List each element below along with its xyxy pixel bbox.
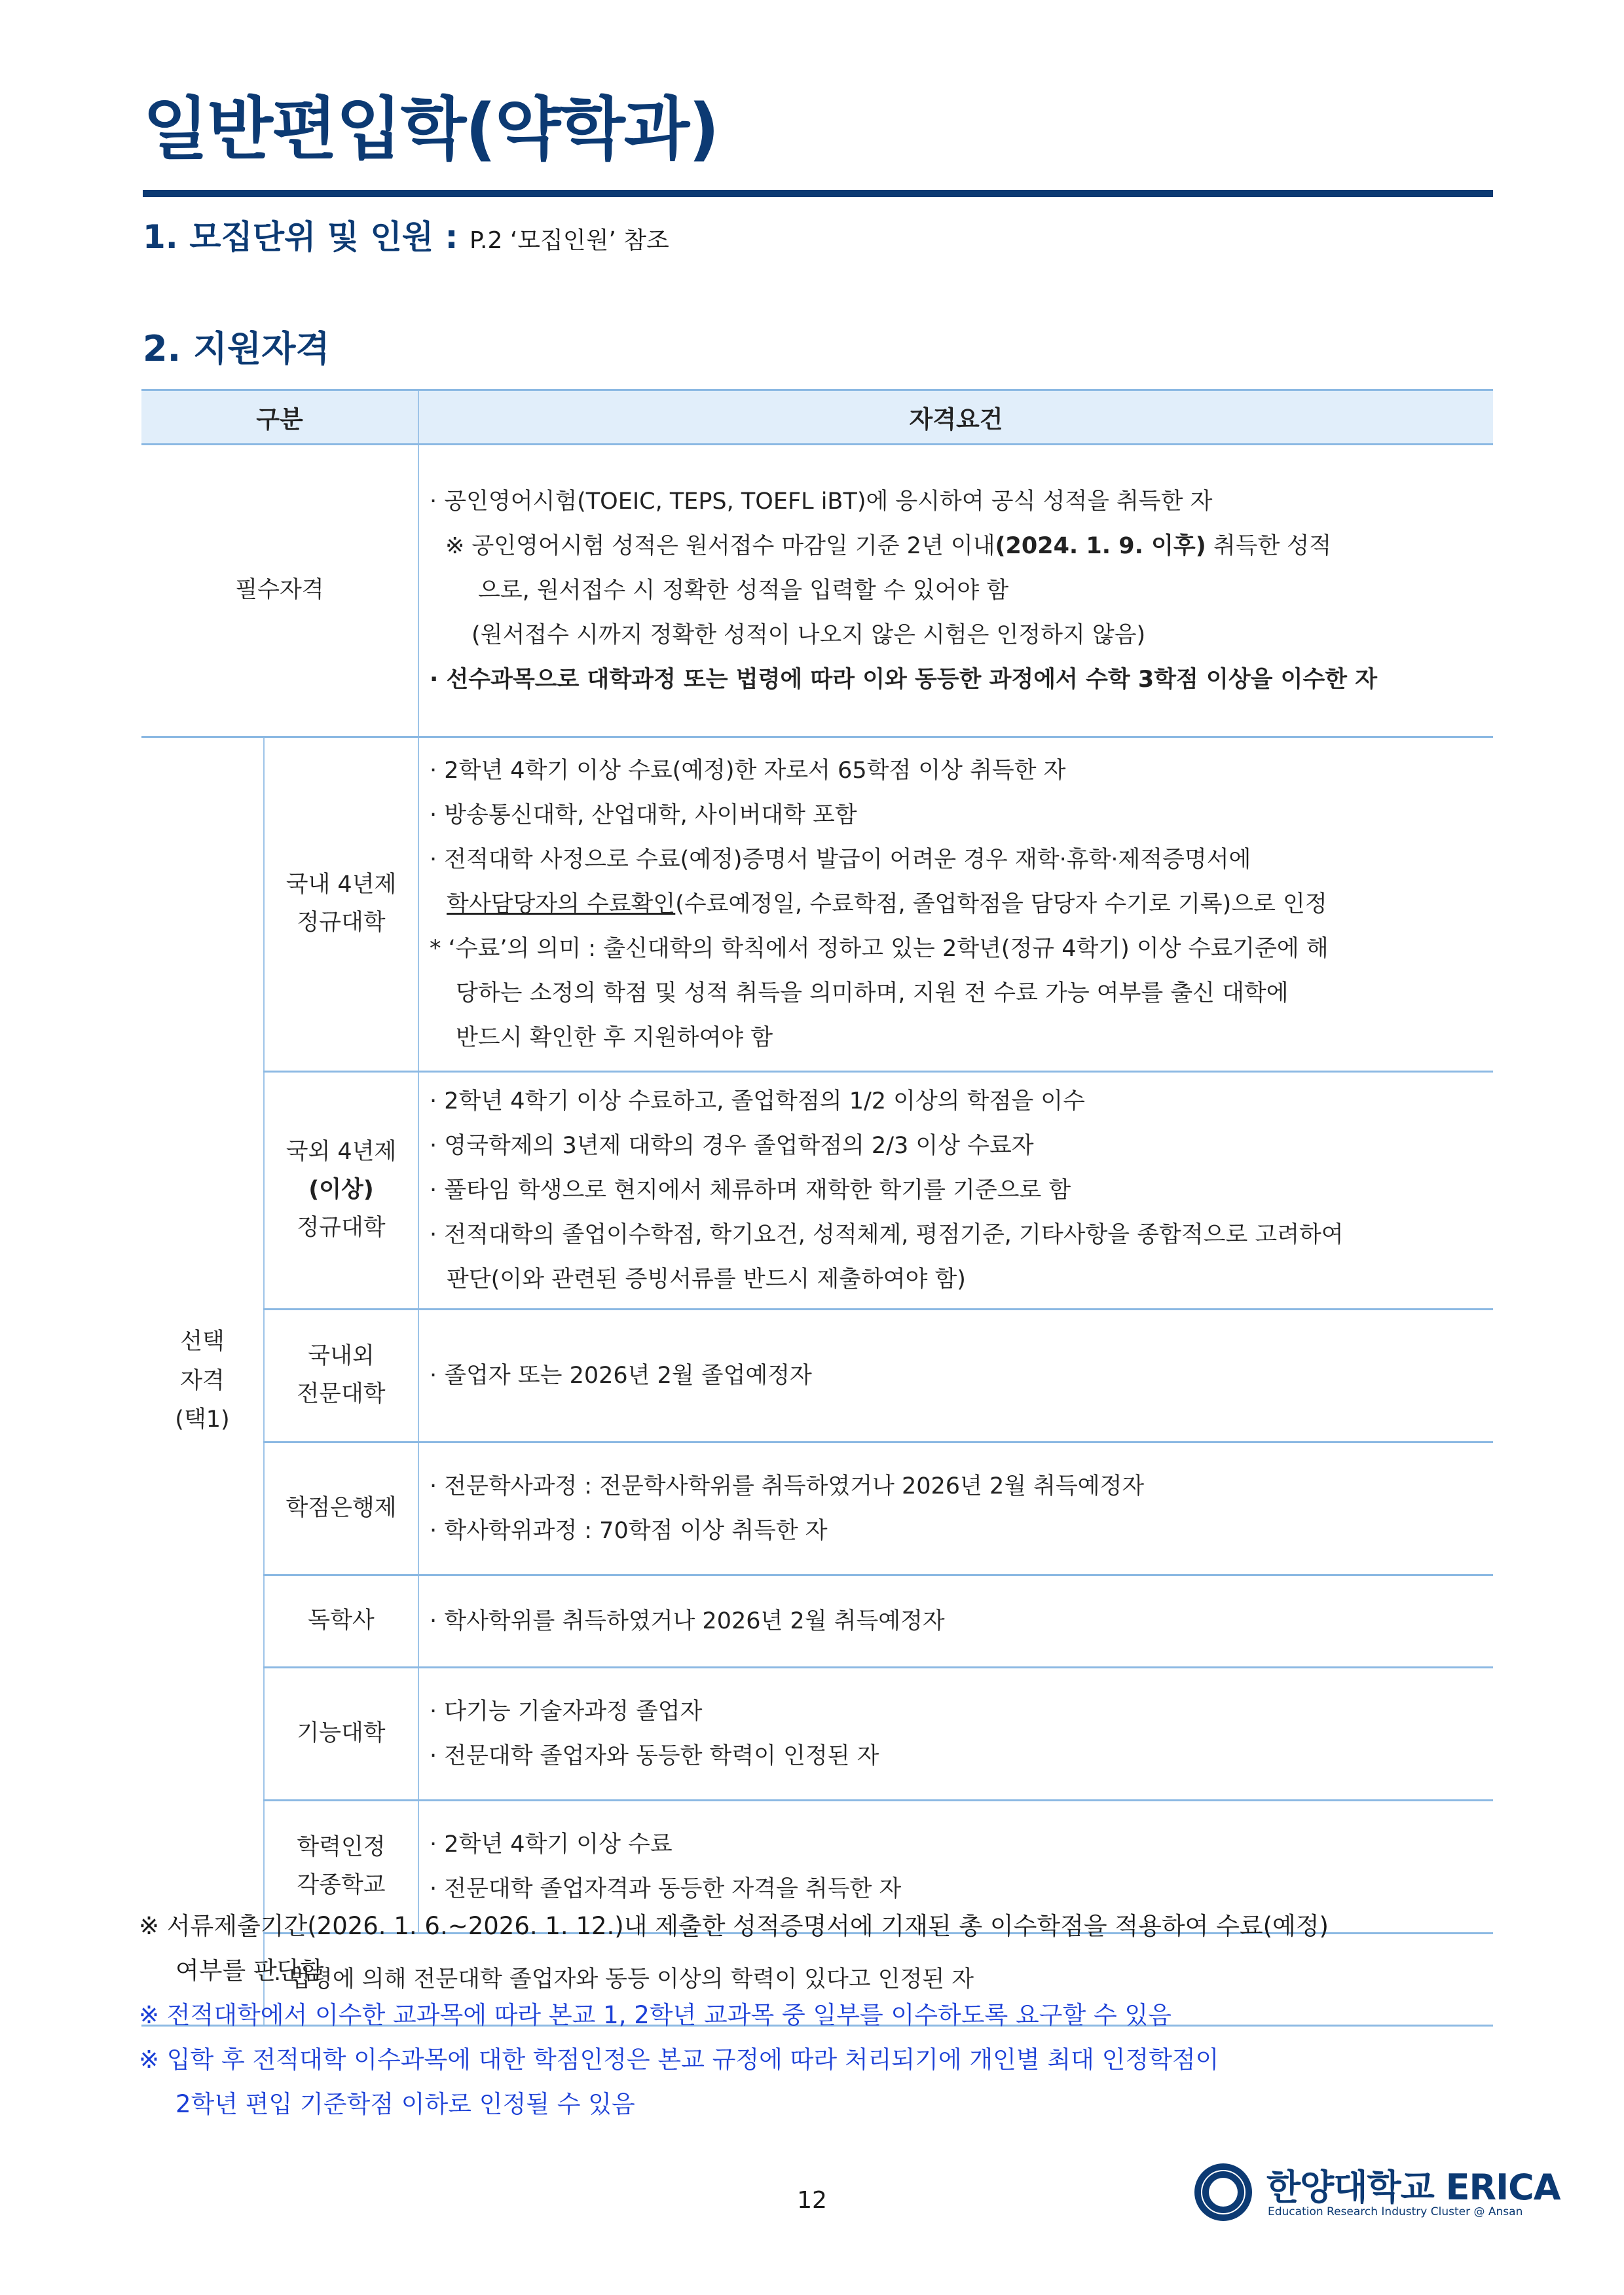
domestic-line bbox=[430, 882, 1485, 927]
foreign-line: · 영국학제의 3년제 대학의 경우 졸업학점의 2/3 이상 수료자 bbox=[430, 1133, 1034, 1159]
table-row-junior-college bbox=[141, 1310, 1493, 1442]
label-line: 전문대학 bbox=[297, 1381, 386, 1407]
table-row-domestic bbox=[141, 737, 1493, 1072]
school-line: · 2학년 4학기 이상 수료 bbox=[430, 1831, 673, 1858]
label-line: (이상) bbox=[308, 1177, 374, 1203]
junior-body bbox=[418, 1310, 1493, 1442]
label-line: 기능대학 bbox=[297, 1720, 386, 1747]
table-row-dokhaksa bbox=[141, 1575, 1493, 1668]
label-line: 정규대학 bbox=[297, 909, 386, 936]
junior-label bbox=[264, 1310, 418, 1442]
label-line: 독학사 bbox=[308, 1607, 375, 1634]
section2-heading: 2. 지원자격 bbox=[143, 328, 330, 369]
label-line: 국외 4년제 bbox=[286, 1139, 397, 1166]
note-line: ※ 입학 후 전적대학 이수과목에 대한 학점인정은 본교 규정에 따라 처리되기에 개인별 최대 인정학점이 bbox=[139, 2046, 1219, 2074]
university-tagline: Education Research Industry Cluster @ Ansan bbox=[1268, 2205, 1523, 2218]
school-line: · 전문대학 졸업자격과 동등한 자격을 취득한 자 bbox=[430, 1876, 902, 1902]
note-line: 2학년 편입 기준학점 이하로 인정될 수 있음 bbox=[175, 2090, 635, 2118]
essential-line: (원서접수 시까지 정확한 성적이 나오지 않은 시험은 인정하지 않음) bbox=[471, 622, 1146, 648]
notes bbox=[139, 1904, 1494, 2127]
domestic-body bbox=[418, 737, 1493, 1072]
university-logo bbox=[1193, 2158, 1560, 2230]
table-row-foreign bbox=[141, 1072, 1493, 1310]
table-row-polytechnic bbox=[141, 1668, 1493, 1801]
header-category: 구분 bbox=[141, 390, 418, 445]
optional-label-line: 자격 bbox=[180, 1367, 225, 1394]
underlined-text: 학사담당자의 수료확인 bbox=[447, 891, 676, 917]
essential-text: 취득한 성적 bbox=[1206, 533, 1332, 559]
page-title: 일반편입학(약학과) bbox=[143, 89, 718, 169]
label-line: 각종학교 bbox=[297, 1872, 386, 1898]
table-header-row bbox=[141, 390, 1493, 445]
table-row-essential bbox=[141, 445, 1493, 737]
page-number: 12 bbox=[797, 2187, 827, 2214]
foreign-line: · 전적대학의 졸업이수학점, 학기요건, 성적체계, 평점기준, 기타사항을 종합적으로 고려하여 bbox=[430, 1222, 1344, 1248]
bank-line: · 학사학위과정 : 70학점 이상 취득한 자 bbox=[430, 1518, 828, 1544]
essential-line bbox=[430, 524, 1485, 568]
university-seal-icon bbox=[1193, 2162, 1253, 2222]
essential-text: ※ 공인영어시험 성적은 원서접수 마감일 기준 2년 이내 bbox=[445, 533, 995, 559]
section1-heading bbox=[143, 211, 669, 258]
bank-label bbox=[264, 1442, 418, 1575]
essential-label: 필수자격 bbox=[141, 445, 418, 737]
junior-line: · 졸업자 또는 2026년 2월 졸업예정자 bbox=[430, 1363, 812, 1389]
table-row-credit-bank bbox=[141, 1442, 1493, 1575]
domestic-label bbox=[264, 737, 418, 1072]
essential-line: · 공인영어시험(TOEIC, TEPS, TOEFL iBT)에 응시하여 공식 성적을 취득한 자 bbox=[430, 488, 1213, 515]
eligibility-table bbox=[141, 389, 1493, 2027]
label-line: 학점은행제 bbox=[286, 1495, 397, 1522]
dokhaksa-label bbox=[264, 1575, 418, 1668]
skill-label bbox=[264, 1668, 418, 1801]
domestic-line: · 2학년 4학기 이상 수료(예정)한 자로서 65학점 이상 취득한 자 bbox=[430, 758, 1066, 784]
foreign-label bbox=[264, 1072, 418, 1310]
note-line: 여부를 판단함 bbox=[175, 1956, 324, 1985]
skill-body bbox=[418, 1668, 1493, 1801]
label-line: 국내 4년제 bbox=[286, 872, 397, 898]
law-line: · 법령에 의해 전문대학 졸업자와 동등 이상의 학력이 있다고 인정된 자 bbox=[274, 1966, 974, 1992]
university-name: 한양대학교 ERICA bbox=[1266, 2167, 1560, 2208]
essential-line: 으로, 원서접수 시 정확한 성적을 입력할 수 있어야 함 bbox=[478, 578, 1009, 604]
label-line: 학력인정 bbox=[297, 1834, 386, 1861]
foreign-line: · 풀타임 학생으로 현지에서 체류하며 재학한 학기를 기준으로 함 bbox=[430, 1177, 1071, 1203]
label-line: 국내외 bbox=[308, 1343, 375, 1370]
foreign-line: 판단(이와 관련된 증빙서류를 반드시 제출하여야 함) bbox=[447, 1266, 966, 1293]
domestic-line: 당하는 소정의 학점 및 성적 취득을 의미하며, 지원 전 수료 가능 여부를 출신 대학에 bbox=[456, 980, 1289, 1006]
note-line: ※ 전적대학에서 이수한 교과목에 따라 본교 1, 2학년 교과목 중 일부를 이수하도록 요구할 수 있음 bbox=[139, 2001, 1172, 2029]
optional-label-line: 선택 bbox=[180, 1329, 225, 1355]
bank-body bbox=[418, 1442, 1493, 1575]
optional-label bbox=[141, 737, 264, 2026]
domestic-line: * ‘수료’의 의미 : 출신대학의 학칙에서 정하고 있는 2학년(정규 4학기) 이상 수료기준에 해 bbox=[430, 936, 1329, 962]
section1-reference: P.2 ‘모집인원’ 참조 bbox=[469, 227, 669, 254]
header-requirements: 자격요건 bbox=[418, 390, 1493, 445]
optional-label-line: (택1) bbox=[175, 1406, 230, 1433]
domestic-line: · 방송통신대학, 산업대학, 사이버대학 포함 bbox=[430, 802, 857, 828]
foreign-line: · 2학년 4학기 이상 수료하고, 졸업학점의 1/2 이상의 학점을 이수 bbox=[430, 1088, 1085, 1114]
dokhaksa-body bbox=[418, 1575, 1493, 1668]
dokhaksa-line: · 학사학위를 취득하였거나 2026년 2월 취득예정자 bbox=[430, 1608, 945, 1634]
skill-line: · 전문대학 졸업자와 동등한 학력이 인정된 자 bbox=[430, 1743, 879, 1769]
label-line: 정규대학 bbox=[297, 1214, 386, 1241]
note-line: ※ 서류제출기간(2026. 1. 6.~2026. 1. 12.)내 제출한 성적증명서에 기재된 총 이수학점을 적용하여 수료(예정) bbox=[139, 1912, 1329, 1940]
domestic-line: 반드시 확인한 후 지원하여야 함 bbox=[456, 1025, 773, 1051]
foreign-body bbox=[418, 1072, 1493, 1310]
skill-line: · 다기능 기술자과정 졸업자 bbox=[430, 1698, 703, 1725]
domestic-text: (수료예정일, 수료학점, 졸업학점을 담당자 수기로 기록)으로 인정 bbox=[675, 891, 1327, 917]
bank-line: · 전문학사과정 : 전문학사학위를 취득하였거나 2026년 2월 취득예정자 bbox=[430, 1473, 1145, 1499]
essential-date: (2024. 1. 9. 이후) bbox=[995, 533, 1206, 559]
title-rule bbox=[143, 190, 1493, 197]
essential-body bbox=[418, 445, 1493, 737]
essential-line: · 선수과목으로 대학과정 또는 법령에 따라 이와 동등한 과정에서 수학 3학점 이상을 이수한 자 bbox=[430, 667, 1378, 693]
section1-title: 1. 모집단위 및 인원 : bbox=[143, 218, 458, 256]
domestic-line: · 전적대학 사정으로 수료(예정)증명서 발급이 어려운 경우 재학·휴학·제적증명서에 bbox=[430, 847, 1251, 873]
